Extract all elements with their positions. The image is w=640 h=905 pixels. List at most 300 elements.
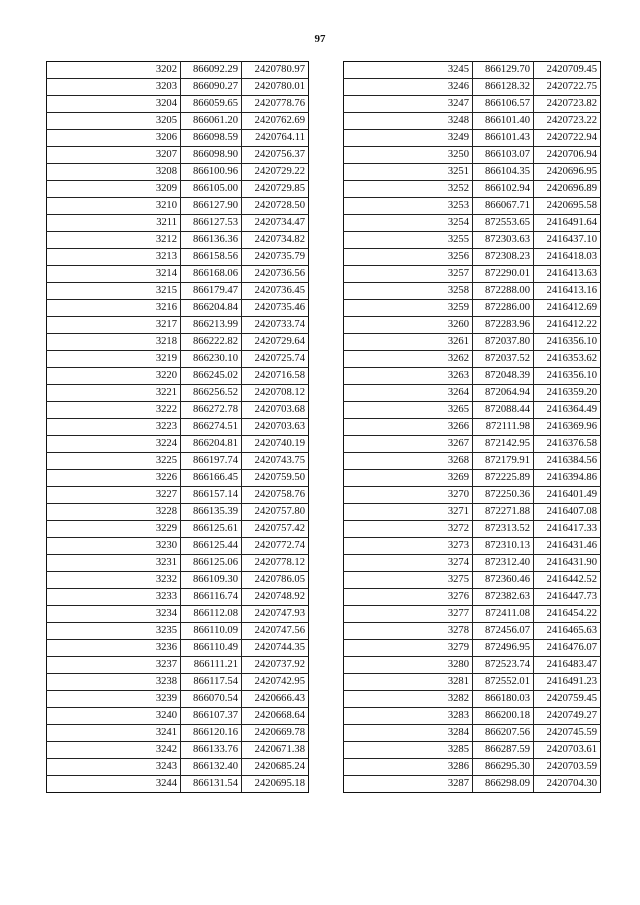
- y-coordinate-cell: 2420696.95: [534, 164, 601, 181]
- x-coordinate-cell: 872456.07: [473, 623, 534, 640]
- y-coordinate-cell: 2420725.74: [242, 351, 309, 368]
- table-row: [47, 708, 309, 725]
- table-row: [47, 623, 309, 640]
- y-coordinate-cell: 2416417.33: [534, 521, 601, 538]
- table-row: [344, 674, 601, 691]
- table-row: [47, 402, 309, 419]
- x-coordinate-cell: 872360.46: [473, 572, 534, 589]
- y-coordinate-cell: 2416437.10: [534, 232, 601, 249]
- point-number-cell: 3276: [344, 589, 473, 606]
- point-number-cell: 3280: [344, 657, 473, 674]
- x-coordinate-cell: 866230.10: [181, 351, 242, 368]
- x-coordinate-cell: 866127.90: [181, 198, 242, 215]
- table-row: [47, 657, 309, 674]
- table-row: [344, 283, 601, 300]
- point-number-cell: 3248: [344, 113, 473, 130]
- point-number-cell: 3266: [344, 419, 473, 436]
- y-coordinate-cell: 2420786.05: [242, 572, 309, 589]
- point-number-cell: 3281: [344, 674, 473, 691]
- y-coordinate-cell: 2420708.12: [242, 385, 309, 402]
- point-number-cell: 3230: [47, 538, 181, 555]
- y-coordinate-cell: 2420749.27: [534, 708, 601, 725]
- y-coordinate-cell: 2420740.19: [242, 436, 309, 453]
- table-row: [47, 300, 309, 317]
- y-coordinate-cell: 2420722.94: [534, 130, 601, 147]
- x-coordinate-cell: 866067.71: [473, 198, 534, 215]
- point-number-cell: 3274: [344, 555, 473, 572]
- x-coordinate-cell: 866090.27: [181, 79, 242, 96]
- x-coordinate-cell: 866109.30: [181, 572, 242, 589]
- table-row: [47, 589, 309, 606]
- point-number-cell: 3261: [344, 334, 473, 351]
- table-row: [47, 555, 309, 572]
- x-coordinate-cell: 872303.63: [473, 232, 534, 249]
- point-number-cell: 3232: [47, 572, 181, 589]
- y-coordinate-cell: 2420772.74: [242, 538, 309, 555]
- table-row: [344, 725, 601, 742]
- x-coordinate-cell: 866070.54: [181, 691, 242, 708]
- point-number-cell: 3234: [47, 606, 181, 623]
- table-row: [344, 181, 601, 198]
- y-coordinate-cell: 2420735.46: [242, 300, 309, 317]
- point-number-cell: 3245: [344, 62, 473, 79]
- point-number-cell: 3218: [47, 334, 181, 351]
- point-number-cell: 3282: [344, 691, 473, 708]
- y-coordinate-cell: 2416353.62: [534, 351, 601, 368]
- y-coordinate-cell: 2420703.61: [534, 742, 601, 759]
- point-number-cell: 3215: [47, 283, 181, 300]
- point-number-cell: 3233: [47, 589, 181, 606]
- point-number-cell: 3216: [47, 300, 181, 317]
- point-number-cell: 3256: [344, 249, 473, 266]
- point-number-cell: 3264: [344, 385, 473, 402]
- point-number-cell: 3222: [47, 402, 181, 419]
- y-coordinate-cell: 2416418.03: [534, 249, 601, 266]
- y-coordinate-cell: 2420757.80: [242, 504, 309, 521]
- x-coordinate-cell: 872382.63: [473, 589, 534, 606]
- y-coordinate-cell: 2416356.10: [534, 368, 601, 385]
- y-coordinate-cell: 2416476.07: [534, 640, 601, 657]
- coordinate-table-right: [343, 61, 601, 793]
- x-coordinate-cell: 872225.89: [473, 470, 534, 487]
- y-coordinate-cell: 2420780.01: [242, 79, 309, 96]
- table-row: [344, 453, 601, 470]
- table-row: [344, 164, 601, 181]
- y-coordinate-cell: 2420778.76: [242, 96, 309, 113]
- x-coordinate-cell: 866116.74: [181, 589, 242, 606]
- y-coordinate-cell: 2416412.22: [534, 317, 601, 334]
- point-number-cell: 3263: [344, 368, 473, 385]
- point-number-cell: 3259: [344, 300, 473, 317]
- table-row: [344, 351, 601, 368]
- point-number-cell: 3287: [344, 776, 473, 793]
- x-coordinate-cell: 872288.00: [473, 283, 534, 300]
- table-row: [344, 623, 601, 640]
- y-coordinate-cell: 2420764.11: [242, 130, 309, 147]
- x-coordinate-cell: 866101.43: [473, 130, 534, 147]
- x-coordinate-cell: 866128.32: [473, 79, 534, 96]
- y-coordinate-cell: 2420671.38: [242, 742, 309, 759]
- point-number-cell: 3231: [47, 555, 181, 572]
- y-coordinate-cell: 2416401.49: [534, 487, 601, 504]
- x-coordinate-cell: 872048.39: [473, 368, 534, 385]
- table-row: [344, 691, 601, 708]
- x-coordinate-cell: 866127.53: [181, 215, 242, 232]
- y-coordinate-cell: 2420709.45: [534, 62, 601, 79]
- y-coordinate-cell: 2420742.95: [242, 674, 309, 691]
- x-coordinate-cell: 872088.44: [473, 402, 534, 419]
- x-coordinate-cell: 866098.90: [181, 147, 242, 164]
- point-number-cell: 3277: [344, 606, 473, 623]
- table-row: [47, 351, 309, 368]
- y-coordinate-cell: 2420735.79: [242, 249, 309, 266]
- y-coordinate-cell: 2420747.93: [242, 606, 309, 623]
- x-coordinate-cell: 866129.70: [473, 62, 534, 79]
- point-number-cell: 3229: [47, 521, 181, 538]
- x-coordinate-cell: 866274.51: [181, 419, 242, 436]
- x-coordinate-cell: 872250.36: [473, 487, 534, 504]
- x-coordinate-cell: 866197.74: [181, 453, 242, 470]
- point-number-cell: 3283: [344, 708, 473, 725]
- y-coordinate-cell: 2420729.22: [242, 164, 309, 181]
- point-number-cell: 3273: [344, 538, 473, 555]
- table-row: [344, 470, 601, 487]
- table-row: [47, 266, 309, 283]
- coordinate-table-left: [46, 61, 309, 793]
- table-row: [344, 96, 601, 113]
- point-number-cell: 3236: [47, 640, 181, 657]
- table-row: [344, 232, 601, 249]
- table-row: [47, 164, 309, 181]
- point-number-cell: 3285: [344, 742, 473, 759]
- table-row: [47, 419, 309, 436]
- table-row: [344, 572, 601, 589]
- point-number-cell: 3251: [344, 164, 473, 181]
- table-row: [344, 113, 601, 130]
- table-row: [344, 368, 601, 385]
- table-row: [344, 419, 601, 436]
- table-row: [47, 487, 309, 504]
- table-row: [344, 402, 601, 419]
- point-number-cell: 3253: [344, 198, 473, 215]
- y-coordinate-cell: 2416431.90: [534, 555, 601, 572]
- point-number-cell: 3265: [344, 402, 473, 419]
- x-coordinate-cell: 872523.74: [473, 657, 534, 674]
- y-coordinate-cell: 2420695.58: [534, 198, 601, 215]
- point-number-cell: 3214: [47, 266, 181, 283]
- point-number-cell: 3247: [344, 96, 473, 113]
- point-number-cell: 3268: [344, 453, 473, 470]
- point-number-cell: 3284: [344, 725, 473, 742]
- point-number-cell: 3207: [47, 147, 181, 164]
- table-row: [47, 436, 309, 453]
- y-coordinate-cell: 2420716.58: [242, 368, 309, 385]
- table-row: [344, 249, 601, 266]
- x-coordinate-cell: 872271.88: [473, 504, 534, 521]
- y-coordinate-cell: 2416465.63: [534, 623, 601, 640]
- table-row: [47, 232, 309, 249]
- y-coordinate-cell: 2420758.76: [242, 487, 309, 504]
- table-row: [47, 147, 309, 164]
- x-coordinate-cell: 872552.01: [473, 674, 534, 691]
- x-coordinate-cell: 866133.76: [181, 742, 242, 759]
- x-coordinate-cell: 872553.65: [473, 215, 534, 232]
- y-coordinate-cell: 2416491.23: [534, 674, 601, 691]
- y-coordinate-cell: 2420704.30: [534, 776, 601, 793]
- point-number-cell: 3243: [47, 759, 181, 776]
- point-number-cell: 3208: [47, 164, 181, 181]
- table-row: [344, 385, 601, 402]
- x-coordinate-cell: 866105.00: [181, 181, 242, 198]
- point-number-cell: 3238: [47, 674, 181, 691]
- y-coordinate-cell: 2420745.59: [534, 725, 601, 742]
- table-row: [47, 385, 309, 402]
- point-number-cell: 3235: [47, 623, 181, 640]
- y-coordinate-cell: 2420736.56: [242, 266, 309, 283]
- y-coordinate-cell: 2416431.46: [534, 538, 601, 555]
- y-coordinate-cell: 2416394.86: [534, 470, 601, 487]
- table-row: [47, 606, 309, 623]
- table-row: [47, 79, 309, 96]
- y-coordinate-cell: 2420780.97: [242, 62, 309, 79]
- point-number-cell: 3239: [47, 691, 181, 708]
- table-row: [47, 368, 309, 385]
- point-number-cell: 3244: [47, 776, 181, 793]
- x-coordinate-cell: 866092.29: [181, 62, 242, 79]
- y-coordinate-cell: 2420734.47: [242, 215, 309, 232]
- point-number-cell: 3202: [47, 62, 181, 79]
- point-number-cell: 3255: [344, 232, 473, 249]
- table-row: [344, 708, 601, 725]
- y-coordinate-cell: 2416413.63: [534, 266, 601, 283]
- x-coordinate-cell: 866107.37: [181, 708, 242, 725]
- point-number-cell: 3220: [47, 368, 181, 385]
- x-coordinate-cell: 872179.91: [473, 453, 534, 470]
- x-coordinate-cell: 866106.57: [473, 96, 534, 113]
- table-row: [344, 130, 601, 147]
- point-number-cell: 3227: [47, 487, 181, 504]
- y-coordinate-cell: 2420722.75: [534, 79, 601, 96]
- table-row: [344, 606, 601, 623]
- y-coordinate-cell: 2416442.52: [534, 572, 601, 589]
- point-number-cell: 3279: [344, 640, 473, 657]
- x-coordinate-cell: 866295.30: [473, 759, 534, 776]
- y-coordinate-cell: 2416483.47: [534, 657, 601, 674]
- y-coordinate-cell: 2420757.42: [242, 521, 309, 538]
- point-number-cell: 3224: [47, 436, 181, 453]
- table-row: [344, 487, 601, 504]
- point-number-cell: 3221: [47, 385, 181, 402]
- x-coordinate-cell: 866157.14: [181, 487, 242, 504]
- table-row: [47, 521, 309, 538]
- table-row: [47, 504, 309, 521]
- x-coordinate-cell: 866110.49: [181, 640, 242, 657]
- x-coordinate-cell: 866245.02: [181, 368, 242, 385]
- y-coordinate-cell: 2420736.45: [242, 283, 309, 300]
- table-row: [344, 538, 601, 555]
- point-number-cell: 3252: [344, 181, 473, 198]
- x-coordinate-cell: 872411.08: [473, 606, 534, 623]
- y-coordinate-cell: 2420729.64: [242, 334, 309, 351]
- y-coordinate-cell: 2420762.69: [242, 113, 309, 130]
- point-number-cell: 3205: [47, 113, 181, 130]
- x-coordinate-cell: 872111.98: [473, 419, 534, 436]
- y-coordinate-cell: 2420759.45: [534, 691, 601, 708]
- table-row: [344, 266, 601, 283]
- table-row: [47, 334, 309, 351]
- table-row: [344, 640, 601, 657]
- y-coordinate-cell: 2416412.69: [534, 300, 601, 317]
- x-coordinate-cell: 866131.54: [181, 776, 242, 793]
- x-coordinate-cell: 866132.40: [181, 759, 242, 776]
- y-coordinate-cell: 2420728.50: [242, 198, 309, 215]
- y-coordinate-cell: 2416407.08: [534, 504, 601, 521]
- table-row: [344, 334, 601, 351]
- table-row: [47, 283, 309, 300]
- point-number-cell: 3275: [344, 572, 473, 589]
- table-row: [47, 198, 309, 215]
- table-row: [344, 79, 601, 96]
- table-row: [344, 759, 601, 776]
- table-row: [47, 453, 309, 470]
- table-row: [344, 657, 601, 674]
- x-coordinate-cell: 866204.84: [181, 300, 242, 317]
- x-coordinate-cell: 866204.81: [181, 436, 242, 453]
- point-number-cell: 3226: [47, 470, 181, 487]
- x-coordinate-cell: 866102.94: [473, 181, 534, 198]
- point-number-cell: 3237: [47, 657, 181, 674]
- y-coordinate-cell: 2416384.56: [534, 453, 601, 470]
- table-row: [47, 674, 309, 691]
- x-coordinate-cell: 866104.35: [473, 164, 534, 181]
- table-row: [47, 759, 309, 776]
- point-number-cell: 3203: [47, 79, 181, 96]
- x-coordinate-cell: 866100.96: [181, 164, 242, 181]
- x-coordinate-cell: 866200.18: [473, 708, 534, 725]
- point-number-cell: 3260: [344, 317, 473, 334]
- y-coordinate-cell: 2416447.73: [534, 589, 601, 606]
- point-number-cell: 3271: [344, 504, 473, 521]
- table-row: [344, 504, 601, 521]
- x-coordinate-cell: 866125.44: [181, 538, 242, 555]
- point-number-cell: 3240: [47, 708, 181, 725]
- x-coordinate-cell: 866222.82: [181, 334, 242, 351]
- x-coordinate-cell: 872312.40: [473, 555, 534, 572]
- y-coordinate-cell: 2420747.56: [242, 623, 309, 640]
- table-row: [47, 742, 309, 759]
- y-coordinate-cell: 2416356.10: [534, 334, 601, 351]
- x-coordinate-cell: 866125.06: [181, 555, 242, 572]
- y-coordinate-cell: 2420734.82: [242, 232, 309, 249]
- table-row: [344, 589, 601, 606]
- y-coordinate-cell: 2420756.37: [242, 147, 309, 164]
- y-coordinate-cell: 2420706.94: [534, 147, 601, 164]
- point-number-cell: 3212: [47, 232, 181, 249]
- y-coordinate-cell: 2420723.82: [534, 96, 601, 113]
- table-row: [47, 691, 309, 708]
- table-row: [344, 147, 601, 164]
- point-number-cell: 3270: [344, 487, 473, 504]
- point-number-cell: 3206: [47, 130, 181, 147]
- y-coordinate-cell: 2420778.12: [242, 555, 309, 572]
- y-coordinate-cell: 2416369.96: [534, 419, 601, 436]
- y-coordinate-cell: 2420696.89: [534, 181, 601, 198]
- x-coordinate-cell: 866166.45: [181, 470, 242, 487]
- point-number-cell: 3223: [47, 419, 181, 436]
- x-coordinate-cell: 866135.39: [181, 504, 242, 521]
- point-number-cell: 3225: [47, 453, 181, 470]
- point-number-cell: 3269: [344, 470, 473, 487]
- table-row: [344, 776, 601, 793]
- y-coordinate-cell: 2420743.75: [242, 453, 309, 470]
- point-number-cell: 3210: [47, 198, 181, 215]
- x-coordinate-cell: 866168.06: [181, 266, 242, 283]
- point-number-cell: 3254: [344, 215, 473, 232]
- point-number-cell: 3267: [344, 436, 473, 453]
- y-coordinate-cell: 2416364.49: [534, 402, 601, 419]
- y-coordinate-cell: 2420737.92: [242, 657, 309, 674]
- x-coordinate-cell: 866112.08: [181, 606, 242, 623]
- y-coordinate-cell: 2416376.58: [534, 436, 601, 453]
- x-coordinate-cell: 866101.40: [473, 113, 534, 130]
- point-number-cell: 3228: [47, 504, 181, 521]
- x-coordinate-cell: 866120.16: [181, 725, 242, 742]
- point-number-cell: 3246: [344, 79, 473, 96]
- y-coordinate-cell: 2416359.20: [534, 385, 601, 402]
- table-row: [47, 572, 309, 589]
- y-coordinate-cell: 2416491.64: [534, 215, 601, 232]
- table-row: [344, 742, 601, 759]
- x-coordinate-cell: 872037.80: [473, 334, 534, 351]
- table-row: [47, 317, 309, 334]
- table-row: [47, 776, 309, 793]
- x-coordinate-cell: 866272.78: [181, 402, 242, 419]
- table-row: [47, 181, 309, 198]
- x-coordinate-cell: 872142.95: [473, 436, 534, 453]
- table-row: [47, 215, 309, 232]
- point-number-cell: 3219: [47, 351, 181, 368]
- y-coordinate-cell: 2420729.85: [242, 181, 309, 198]
- x-coordinate-cell: 866287.59: [473, 742, 534, 759]
- x-coordinate-cell: 866136.36: [181, 232, 242, 249]
- point-number-cell: 3209: [47, 181, 181, 198]
- point-number-cell: 3242: [47, 742, 181, 759]
- x-coordinate-cell: 872064.94: [473, 385, 534, 402]
- x-coordinate-cell: 872496.95: [473, 640, 534, 657]
- x-coordinate-cell: 872313.52: [473, 521, 534, 538]
- x-coordinate-cell: 872037.52: [473, 351, 534, 368]
- x-coordinate-cell: 866158.56: [181, 249, 242, 266]
- y-coordinate-cell: 2420748.92: [242, 589, 309, 606]
- table-row: [47, 640, 309, 657]
- x-coordinate-cell: 872290.01: [473, 266, 534, 283]
- point-number-cell: 3258: [344, 283, 473, 300]
- x-coordinate-cell: 866125.61: [181, 521, 242, 538]
- point-number-cell: 3249: [344, 130, 473, 147]
- y-coordinate-cell: 2420695.18: [242, 776, 309, 793]
- table-row: [47, 62, 309, 79]
- page-number: 97: [314, 33, 326, 45]
- x-coordinate-cell: 866111.21: [181, 657, 242, 674]
- point-number-cell: 3213: [47, 249, 181, 266]
- y-coordinate-cell: 2420668.64: [242, 708, 309, 725]
- y-coordinate-cell: 2420666.43: [242, 691, 309, 708]
- point-number-cell: 3250: [344, 147, 473, 164]
- x-coordinate-cell: 872310.13: [473, 538, 534, 555]
- table-row: [47, 249, 309, 266]
- x-coordinate-cell: 866298.09: [473, 776, 534, 793]
- point-number-cell: 3204: [47, 96, 181, 113]
